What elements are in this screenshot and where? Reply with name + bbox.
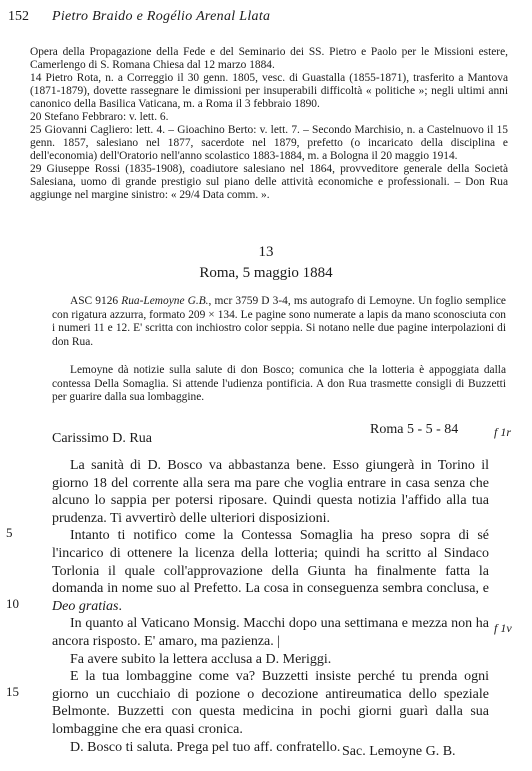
folio-marker-1v: f 1v <box>494 621 512 635</box>
document-description <box>52 295 506 405</box>
line-number: 10 <box>6 596 19 611</box>
letter-signature: Sac. Lemoyne G. B. <box>342 744 456 759</box>
running-header <box>8 9 270 25</box>
letter-paragraph: In quanto al Vaticano Monsig. Macchi dopo una settimana e mezza non ha ancora risposto. E' amaro, ma pazienza. | <box>52 616 489 649</box>
footnotes-block <box>30 46 508 202</box>
letter-paragraph: D. Bosco ti saluta. Prega pel tuo aff. confratello. <box>70 739 341 755</box>
footnote: 14 Pietro Rota, n. a Correggio il 30 genn. 1805, vesc. di Guastalla (1855-1871), trasferito a Mantova (1871-1879), dovette rassegnare le dimissioni per insuperabili difficoltà « politiche »; negli ultimi anni canonico della Basilica Vaticana, m. a Roma il 3 febbraio 1890. <box>30 72 508 110</box>
letter-salutation: Carissimo D. Rua <box>52 431 152 446</box>
letter-paragraph: Fa avere subito la lettera acclusa a D. Meriggi. <box>70 651 332 667</box>
summary-note: Lemoyne dà notizie sulla salute di don Bosco; comunica che la lotteria è appoggiata dalla contessa Della Somaglia. Si attende l'udienza pontificia. A don Rua trasmette consigli di Buzzetti per guarire dalla sua lombaggine. <box>52 364 506 403</box>
letter-paragraph: E la tua lombaggine come va? Buzzetti insiste perché tu prenda ogni giorno un cucchiaio di pozione o decozione antireumatica dello speziale Belmonte. Buzzetti con questa medicina in pochi giorni guarì dalla sua lombaggine che era quasi cronica. <box>52 669 489 737</box>
letter-body <box>52 457 489 756</box>
footnote: 20 Stefano Febbraro: v. lett. 6. <box>30 111 169 123</box>
folio-marker-1r: f 1r <box>494 425 512 439</box>
footnote: 29 Giuseppe Rossi (1835-1908), coadiutore salesiano nel 1864, provveditore generale della Società Salesiana, uomo di grande prestigio sul piano delle attività economiche e professionali. – Don Rua aggiunge nel margine sinistro: « 29/4 Data comm. ». <box>30 163 508 201</box>
letter-paragraph: Intanto ti notifico come la Contessa Somaglia ha preso sopra di sé l'incarico di ottenere la licenza della lotteria; quindi ha scritto al Sindaco Torlonia il quale coll'approvazione della Giunta ha finalmente fatta la domanda in nome suo al Prefetto. La cosa in conseguenza sembra conclusa, e Deo gratias. <box>52 528 489 614</box>
letter-dateline: Roma 5 - 5 - 84 <box>370 422 459 437</box>
footnote: Opera della Propagazione della Fede e del Seminario dei SS. Pietro e Paolo per le Missioni estere, Camerlengo di S. Romana Chiesa dal 12 marzo 1884. <box>30 46 508 71</box>
source-note: ASC 9126 Rua-Lemoyne G.B., mcr 3759 D 3-4, ms autografo di Lemoyne. Un foglio semplice con rigatura azzurra, formato 209 × 134. Le pagine sono numerate a lapis da mano sconosciuta con i numeri 11 e 12. E' scritta con inchiostro color seppia. Si notano nelle due pagine interpolazioni di don Rua. <box>52 295 506 348</box>
document-place-date: Roma, 5 maggio 1884 <box>199 265 333 281</box>
footnote: 25 Giovanni Cagliero: lett. 4. – Gioachino Berto: v. lett. 7. – Secondo Marchisio, n. a Castelnuovo il 15 genn. 1857, salesiano nel 1877, sacerdote nel 1879, prefetto (o incaricato della disciplina e dell'economia) dell'Oratorio nell'anno scolastico 1883-1884, m. a Bologna il 20 maggio 1914. <box>30 124 508 162</box>
letter-paragraph: La sanità di D. Bosco va abbastanza bene. Esso giungerà in Torino il giorno 18 del corrente alla sera ma pare che voglia entrare in casa senza che alcuno lo sappia per potersi riposare. Quindi questa notizia l'affido alla tua prudenza. Ti avvertirò delle ulteriori disposizioni. <box>52 458 489 526</box>
running-authors: Pietro Braido e Rogélio Arenal Llata <box>52 9 271 24</box>
document-number: 13 <box>258 244 274 260</box>
page-number: 152 <box>8 9 29 24</box>
line-number: 5 <box>6 525 13 540</box>
line-number: 15 <box>6 684 19 699</box>
